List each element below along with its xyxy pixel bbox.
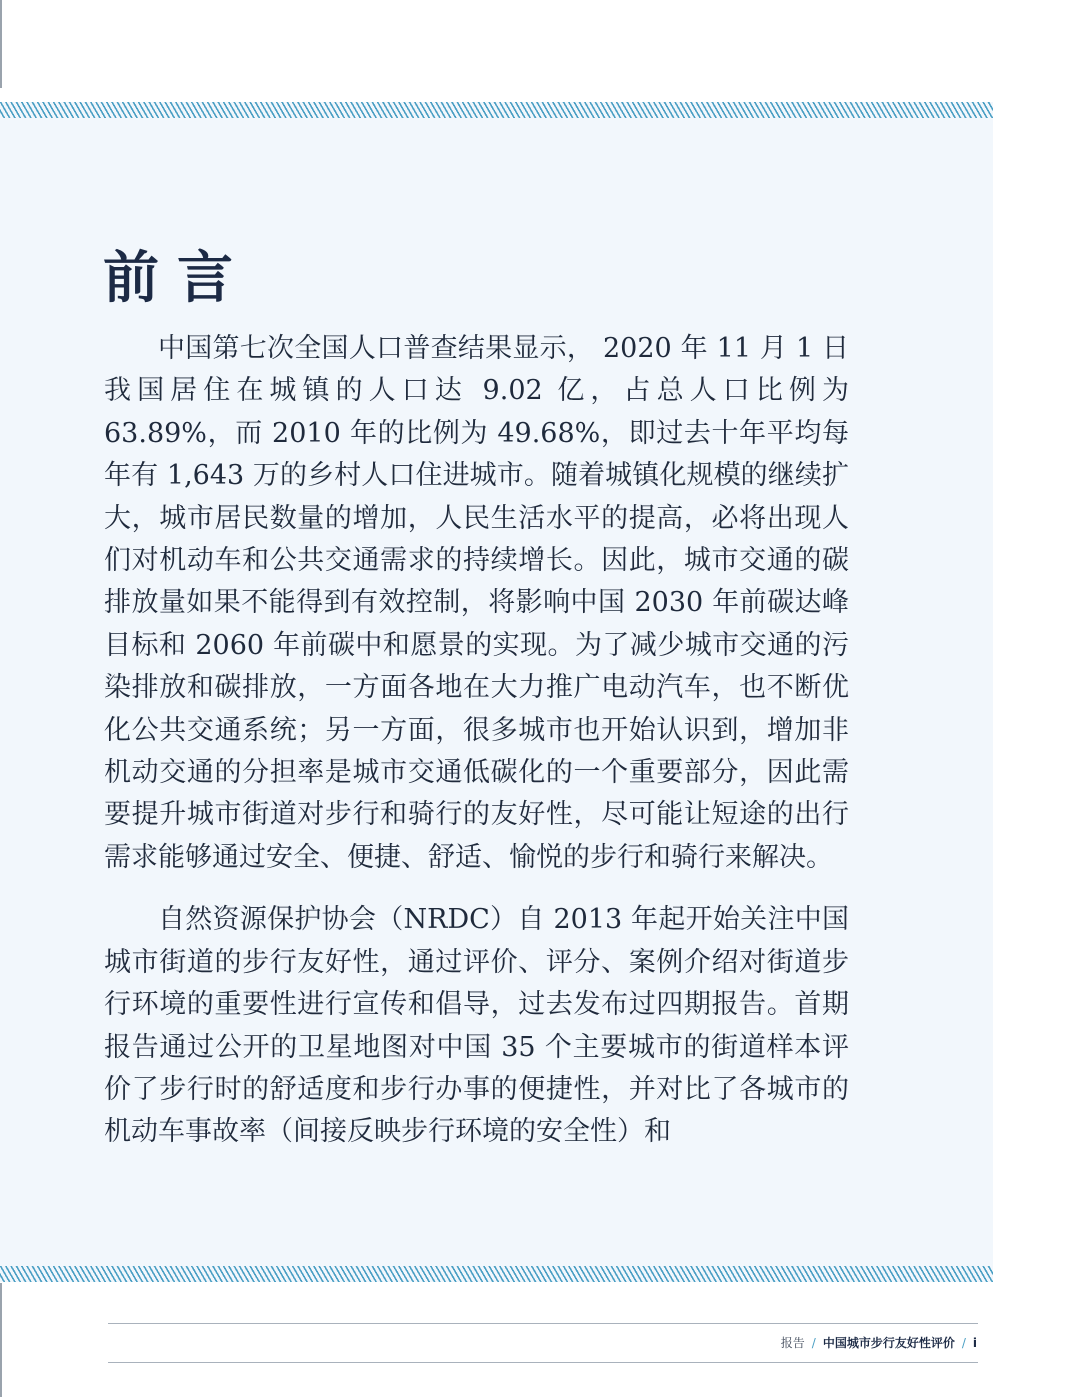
footer-report-title: 中国城市步行友好性评价	[822, 1336, 955, 1350]
footer-rule-top	[108, 1323, 978, 1324]
footer-separator-2: /	[961, 1336, 966, 1350]
paragraph-2: 自然资源保护协会（NRDC）自 2013 年起开始关注中国城市街道的步行友好性，通过评价、评分、案例介绍对街道步行环境的重要性进行宣传和倡导，过去发布过四期报告。首期报告通过公开的卫星地图对中国 35 个主要城市的街道样本评价了步行时的舒适度和步行办事的便捷性，并对比了各城市的机动车事故率（间接反映步行环境的安全性）和	[104, 904, 849, 1148]
footer-section-label: 报告	[780, 1336, 805, 1350]
hatch-band-bottom	[0, 1266, 993, 1282]
hatch-band-top	[0, 102, 993, 118]
page-title: 前言	[103, 246, 251, 311]
paragraph-1: 中国第七次全国人口普查结果显示， 2020 年 11 月 1 日我国居住在城镇的人口达 9.02 亿，占总人口比例为 63.89%，而 2010 年的比例为 49.68%，即过去十年平均每年有 1,643 万的乡村人口住进城市。随着城镇化规模的继续扩大，城市居民数量的增加，人民生活水平的提高，必将出现人们对机动车和公共交通需求的持续增长。因此，城市交通的碳排放量如果不能得到有效控制，将影响中国 2030 年前碳达峰目标和 2060 年前碳中和愿景的实现。为了减少城市交通的污染排放和碳排放，一方面各地在大力推广电动汽车，也不断优化公共交通系统；另一方面，很多城市也开始认识到，增加非机动交通的分担率是城市交通低碳化的一个重要部分，因此需要提升城市街道对步行和骑行的友好性，尽可能让短途的出行需求能够通过安全、便捷、舒适、愉悦的步行和骑行来解决。	[104, 333, 849, 873]
footer-rule-bottom	[108, 1362, 978, 1363]
preface-body	[104, 328, 849, 1154]
footer-page-number: i	[972, 1336, 977, 1350]
page-footer	[781, 1334, 977, 1352]
footer-separator-1: /	[811, 1336, 816, 1350]
